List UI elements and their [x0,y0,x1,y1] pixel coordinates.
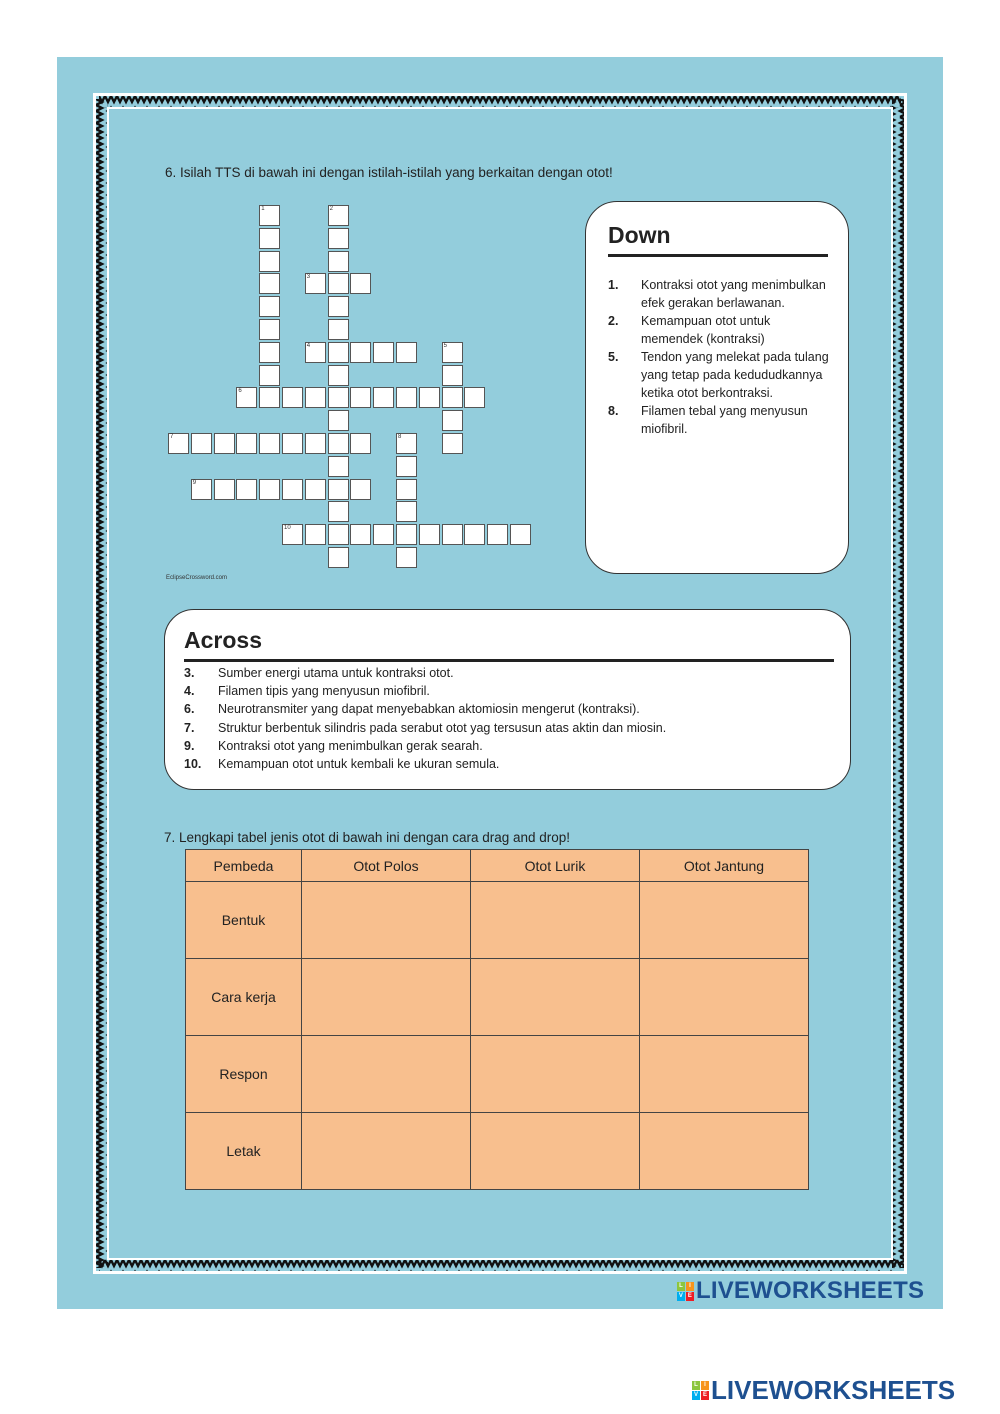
crossword-cell[interactable] [487,524,508,545]
crossword-cell[interactable] [236,433,257,454]
crossword-cell[interactable] [259,296,280,317]
down-divider [608,254,828,257]
drop-zone[interactable] [640,959,809,1036]
crossword-cell-number: 8 [398,434,402,440]
down-clue [608,348,833,402]
muscle-types-table [185,849,809,1190]
clue-number: 8. [608,404,619,418]
crossword-cell[interactable] [396,433,417,454]
crossword-cell[interactable] [259,479,280,500]
crossword-cell[interactable] [442,433,463,454]
brand-name: LIVEWORKSHEETS [696,1277,925,1304]
drop-zone[interactable] [640,882,809,959]
crossword-cell[interactable] [350,433,371,454]
across-clue [184,682,834,700]
crossword-cell[interactable] [396,456,417,477]
crossword-cell[interactable] [442,342,463,363]
crossword-cell[interactable] [328,228,349,249]
clue-number: 5. [608,350,619,364]
liveworksheets-footer-logo [692,1375,955,1406]
crossword-cell[interactable] [305,433,326,454]
crossword-cell[interactable] [282,433,303,454]
crossword-credit: EclipseCrossword.com [166,575,228,581]
crossword-cell[interactable] [305,479,326,500]
clue-text: Neurotransmiter yang dapat menyebabkan aktomiosin mengerut (kontraksi). [218,702,640,717]
clue-number: 4. [184,684,195,699]
drop-zone[interactable] [640,1036,809,1113]
row-label-letak: Letak [186,1113,302,1190]
crossword-cell[interactable] [168,433,189,454]
crossword-cell[interactable] [396,501,417,522]
crossword-cell-number: 1 [261,206,265,212]
crossword-cell[interactable] [442,365,463,386]
crossword-cell[interactable] [214,479,235,500]
crossword-cell[interactable] [396,524,417,545]
crossword-cell[interactable] [259,387,280,408]
liveworksheets-logo-icon: L I V E [693,1382,707,1398]
crossword-cell[interactable] [282,524,303,545]
crossword-cell[interactable] [350,342,371,363]
across-clue-list [184,664,834,773]
crossword-cell[interactable] [396,547,417,568]
across-clue [184,755,834,773]
clue-number: 10. [184,757,202,772]
crossword-cell[interactable] [305,387,326,408]
brand-name: LIVEWORKSHEETS [711,1375,956,1405]
across-clue [184,719,834,737]
across-clue [184,700,834,718]
table-row [186,959,809,1036]
crossword-cell[interactable] [442,387,463,408]
clue-number: 6. [184,702,195,717]
across-clues-panel [164,609,851,790]
crossword-cell[interactable] [259,365,280,386]
crossword-cell[interactable] [510,524,531,545]
clue-number: 1. [608,278,619,292]
clue-number: 9. [184,738,195,753]
crossword-cell[interactable] [328,342,349,363]
crossword-cell[interactable] [305,342,326,363]
header-otot-lurik: Otot Lurik [471,850,640,882]
clue-number: 3. [184,666,195,680]
table-row [186,1036,809,1113]
drop-zone[interactable] [471,1036,640,1113]
clue-text: Sumber energi utama untuk kontraksi otot. [218,666,454,680]
crossword-cell[interactable] [259,273,280,294]
down-clue [608,312,833,348]
clue-number: 2. [608,314,619,328]
clue-text: Struktur berbentuk silindris pada serabut otot yag tersusun atas aktin dan miosin. [218,720,667,735]
header-pembeda: Pembeda [186,850,302,882]
crossword-cell[interactable] [328,501,349,522]
across-clue [184,664,834,682]
drop-zone[interactable] [471,1113,640,1190]
down-clue-list [608,276,833,438]
down-clue [608,276,833,312]
liveworksheets-logo-icon: L I V E [678,1282,693,1299]
table-row [186,882,809,959]
down-clue [608,402,833,438]
crossword-cell[interactable] [328,319,349,340]
crossword-cell[interactable] [328,296,349,317]
across-divider [184,659,834,662]
clue-text: Kemampuan otot untuk memendek (kontraksi) [641,314,771,346]
crossword-cell[interactable] [191,433,212,454]
header-otot-polos: Otot Polos [302,850,471,882]
drop-zone[interactable] [640,1113,809,1190]
header-otot-jantung: Otot Jantung [640,850,809,882]
crossword-cell[interactable] [419,524,440,545]
table-header-row [186,850,809,882]
crossword-cell-number: 4 [306,342,311,349]
crossword-cell[interactable] [214,433,235,454]
crossword-cell[interactable] [305,524,326,545]
crossword-cell-number: 6 [238,388,242,395]
across-title: Across [184,627,262,653]
crossword-cell[interactable] [328,524,349,545]
drop-zone[interactable] [302,1036,471,1113]
down-title: Down [608,222,671,248]
crossword-cell[interactable] [350,387,371,408]
crossword-cell[interactable] [350,273,371,294]
crossword-cell[interactable] [328,410,349,431]
drop-zone[interactable] [471,882,640,959]
table-row [186,1113,809,1190]
crossword-cell[interactable] [396,479,417,500]
across-clue [184,737,834,755]
crossword-cell[interactable] [419,387,440,408]
crossword-cell-number: 9 [192,479,197,486]
clue-text: Tendon yang melekat pada tulang yang tetap pada kedududkannya ketika otot berkontraksi. [641,350,829,400]
crossword-cell[interactable] [442,524,463,545]
crossword-cell[interactable] [236,479,257,500]
crossword-cell[interactable] [259,433,280,454]
crossword-cell[interactable] [464,387,485,408]
row-label-cara-kerja: Cara kerja [186,959,302,1036]
clue-number: 7. [184,720,195,735]
crossword-cell-number: 2 [329,206,333,212]
crossword-cell[interactable] [442,410,463,431]
clue-text: Filamen tebal yang menyusun miofibril. [641,404,808,436]
crossword-cell[interactable] [464,524,485,545]
crossword-cell[interactable] [373,342,394,363]
crossword-cell-number: 10 [284,525,291,532]
question-7-instruction: 7. Lengkapi tabel jenis otot di bawah ini dengan cara drag and drop! [164,830,571,845]
crossword-cell[interactable] [396,342,417,363]
crossword-cell[interactable] [259,228,280,249]
crossword-cell-number: 3 [306,274,311,281]
crossword-cell[interactable] [328,479,349,500]
drop-zone[interactable] [302,959,471,1036]
row-label-respon: Respon [186,1036,302,1113]
crossword-cell[interactable] [328,251,349,272]
crossword-cell[interactable] [350,479,371,500]
clue-text: Filamen tipis yang menyusun miofibril. [218,684,430,699]
crossword-cell[interactable] [328,456,349,477]
crossword-cell[interactable] [191,479,212,500]
crossword-cell[interactable] [305,273,326,294]
crossword-cell[interactable] [328,547,349,568]
liveworksheets-watermark [677,1277,924,1305]
crossword-cell-number: 7 [170,434,174,440]
crossword-cell[interactable] [373,387,394,408]
crossword-cell[interactable] [328,365,349,386]
crossword-cell[interactable] [282,479,303,500]
crossword-cell[interactable] [350,524,371,545]
crossword-cell[interactable] [328,205,349,226]
drop-zone[interactable] [302,882,471,959]
crossword-cell[interactable] [259,319,280,340]
crossword-cell[interactable] [282,387,303,408]
drop-zone[interactable] [302,1113,471,1190]
crossword-cell[interactable] [259,342,280,363]
crossword-cell-number: 5 [443,342,447,349]
crossword-cell[interactable] [396,387,417,408]
crossword-cell[interactable] [328,387,349,408]
crossword-cell[interactable] [328,433,349,454]
clue-text: Kontraksi otot yang menimbulkan efek gerakan berlawanan. [641,278,826,310]
question-6-instruction: 6. Isilah TTS di bawah ini dengan istilah-istilah yang berkaitan dengan otot! [165,165,613,180]
crossword-cell[interactable] [328,273,349,294]
clue-text: Kontraksi otot yang menimbulkan gerak searah. [218,738,483,753]
crossword-cell[interactable] [373,524,394,545]
crossword-cell[interactable] [259,251,280,272]
row-label-bentuk: Bentuk [186,882,302,959]
drop-zone[interactable] [471,959,640,1036]
down-clues-panel [585,201,849,574]
clue-text: Kemampuan otot untuk kembali ke ukuran semula. [218,757,500,772]
crossword-cell[interactable] [259,205,280,226]
crossword-cell[interactable] [236,387,257,408]
